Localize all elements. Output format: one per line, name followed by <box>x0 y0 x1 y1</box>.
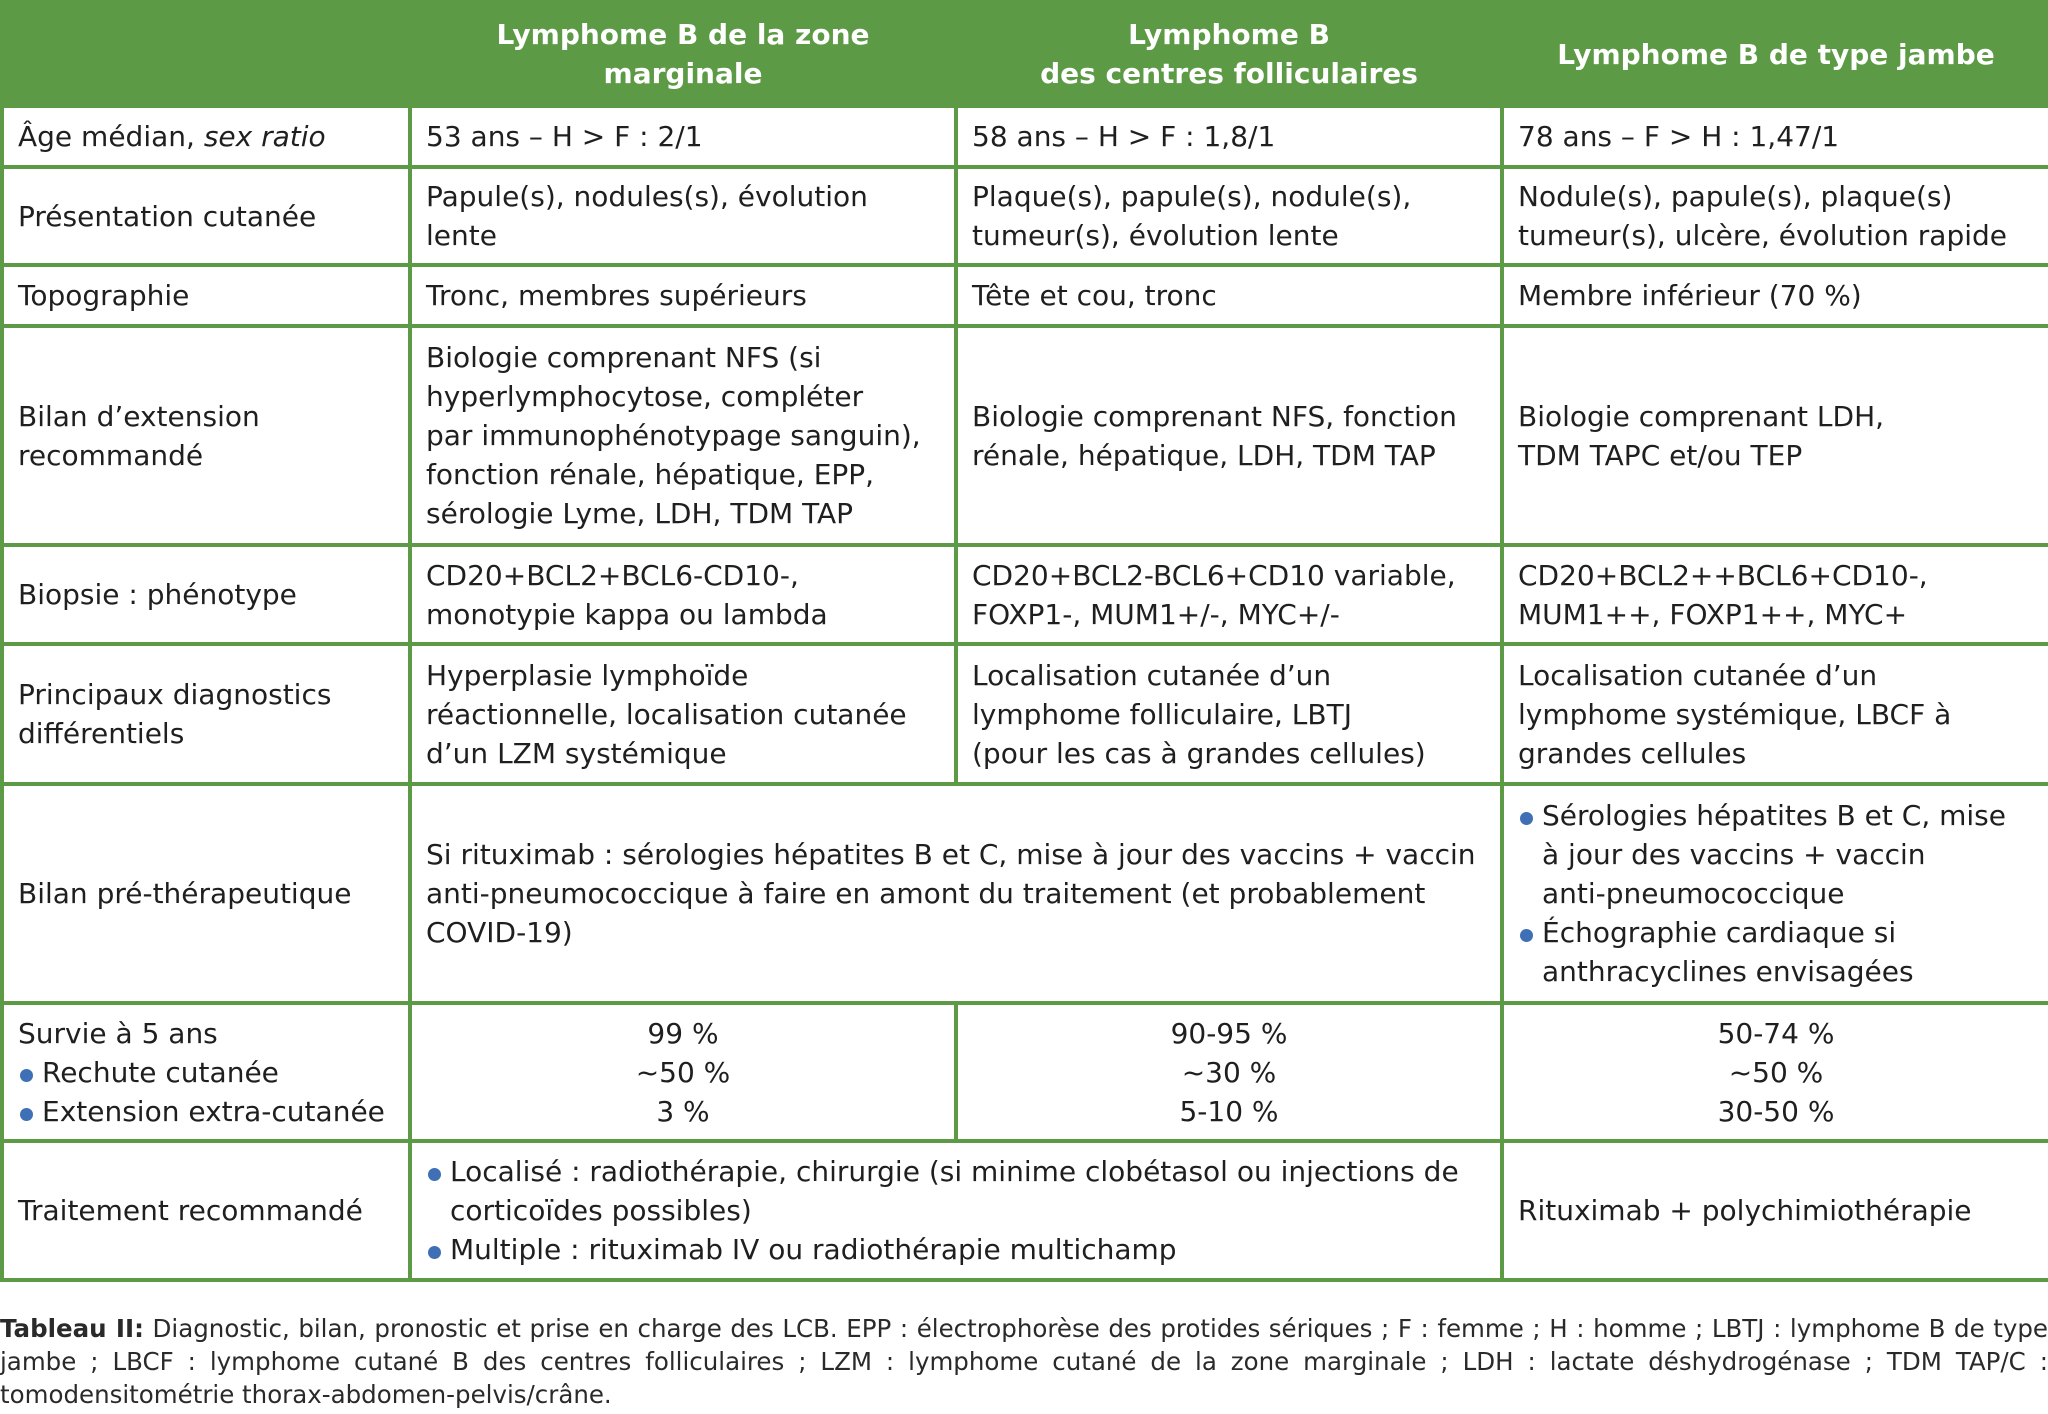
cell: 90-95 % ~30 % 5-10 % <box>956 1003 1502 1141</box>
bullet-item: Extension extra-cutanée <box>18 1092 394 1131</box>
row-label: Traitement recommandé <box>2 1141 410 1280</box>
cell: CD20+BCL2+BCL6-CD10-, monotypie kappa ou lambda <box>410 545 956 644</box>
row-diagnostics <box>2 644 2048 784</box>
cell: Localisation cutanée d’un lymphome folliculaire, LBTJ (pour les cas à grandes cellules) <box>956 644 1502 784</box>
row-topographie <box>2 265 2048 326</box>
cell: Membre inférieur (70 %) <box>1502 265 2048 326</box>
cell: Nodule(s), papule(s), plaque(s) tumeur(s), ulcère, évolution rapide <box>1502 167 2048 265</box>
bullet-item: Localisé : radiothérapie, chirurgie (si minime clobétasol ou injections de corticoïdes possibles) <box>426 1152 1486 1230</box>
table-caption: Tableau II: Diagnostic, bilan, pronostic et prise en charge des LCB. EPP : électrophorèse des protides sériques ; F : femme ; H : homme ; LBTJ : lymphome B de type jambe ; LBCF : lymphome cutané B des centres folliculaires ; LZM : lymphome cutané de la zone marginale ; LDH : lactate déshydrogénase ; TDM TAP/C : tomodensitométrie thorax-abdomen-pelvis/crâne. <box>0 1314 2048 1409</box>
cell: Plaque(s), papule(s), nodule(s), tumeur(s), évolution lente <box>956 167 1502 265</box>
row-presentation <box>2 167 2048 265</box>
cell-merged: Si rituximab : sérologies hépatites B et C, mise à jour des vaccins + vaccin anti-pneumococcique à faire en amont du traitement (et probablement COVID-19) <box>410 784 1502 1003</box>
header-row <box>2 2 2048 106</box>
cell: 99 % ~50 % 3 % <box>410 1003 956 1141</box>
header-type-jambe: Lymphome B de type jambe <box>1502 2 2048 106</box>
cell: Papule(s), nodules(s), évolution lente <box>410 167 956 265</box>
row-age <box>2 106 2048 167</box>
cell: 58 ans – H > F : 1,8/1 <box>956 106 1502 167</box>
cell: 50-74 % ~50 % 30-50 % <box>1502 1003 2048 1141</box>
cell-merged <box>410 1141 1502 1280</box>
bullet-item: Rechute cutanée <box>18 1053 394 1092</box>
cell: Rituximab + polychimiothérapie <box>1502 1141 2048 1280</box>
header-zone-marginale: Lymphome B de la zone marginale <box>410 2 956 106</box>
cell: CD20+BCL2++BCL6+CD10-, MUM1++, FOXP1++, MYC+ <box>1502 545 2048 644</box>
row-label: Âge médian, sex ratio <box>2 106 410 167</box>
cell: 53 ans – H > F : 2/1 <box>410 106 956 167</box>
row-biopsie <box>2 545 2048 644</box>
cell: Hyperplasie lymphoïde réactionnelle, localisation cutanée d’un LZM systémique <box>410 644 956 784</box>
header-empty-cell <box>2 2 410 106</box>
cell: Biologie comprenant LDH, TDM TAPC et/ou TEP <box>1502 326 2048 545</box>
cell: Biologie comprenant NFS (si hyperlymphocytose, compléter par immunophénotypage sanguin), fonction rénale, hépatique, EPP, sérologie Lyme, LDH, TDM TAP <box>410 326 956 545</box>
row-traitement <box>2 1141 2048 1280</box>
row-label: Présentation cutanée <box>2 167 410 265</box>
cell: 78 ans – F > H : 1,47/1 <box>1502 106 2048 167</box>
row-label: Survie à 5 ans Rechute cutanée Extension extra-cutanée <box>2 1003 410 1141</box>
header-centres-folliculaires: Lymphome B des centres folliculaires <box>956 2 1502 106</box>
row-bilan-pretherapeutique <box>2 784 2048 1003</box>
bullet-item: Multiple : rituximab IV ou radiothérapie multichamp <box>426 1230 1486 1269</box>
cell: Tête et cou, tronc <box>956 265 1502 326</box>
row-label: Principaux diagnostics différentiels <box>2 644 410 784</box>
bullet-item: Échographie cardiaque si anthracyclines envisagées <box>1518 913 2034 991</box>
cell: CD20+BCL2-BCL6+CD10 variable, FOXP1-, MUM1+/-, MYC+/- <box>956 545 1502 644</box>
cell: Localisation cutanée d’un lymphome systémique, LBCF à grandes cellules <box>1502 644 2048 784</box>
row-label: Topographie <box>2 265 410 326</box>
row-bilan-extension <box>2 326 2048 545</box>
bullet-item: Sérologies hépatites B et C, mise à jour des vaccins + vaccin anti-pneumococcique <box>1518 796 2034 913</box>
row-label: Bilan pré-thérapeutique <box>2 784 410 1003</box>
cell: Tronc, membres supérieurs <box>410 265 956 326</box>
row-label: Bilan d’extension recommandé <box>2 326 410 545</box>
cell <box>1502 784 2048 1003</box>
cell: Biologie comprenant NFS, fonction rénale, hépatique, LDH, TDM TAP <box>956 326 1502 545</box>
row-label: Biopsie : phénotype <box>2 545 410 644</box>
row-survie <box>2 1003 2048 1141</box>
